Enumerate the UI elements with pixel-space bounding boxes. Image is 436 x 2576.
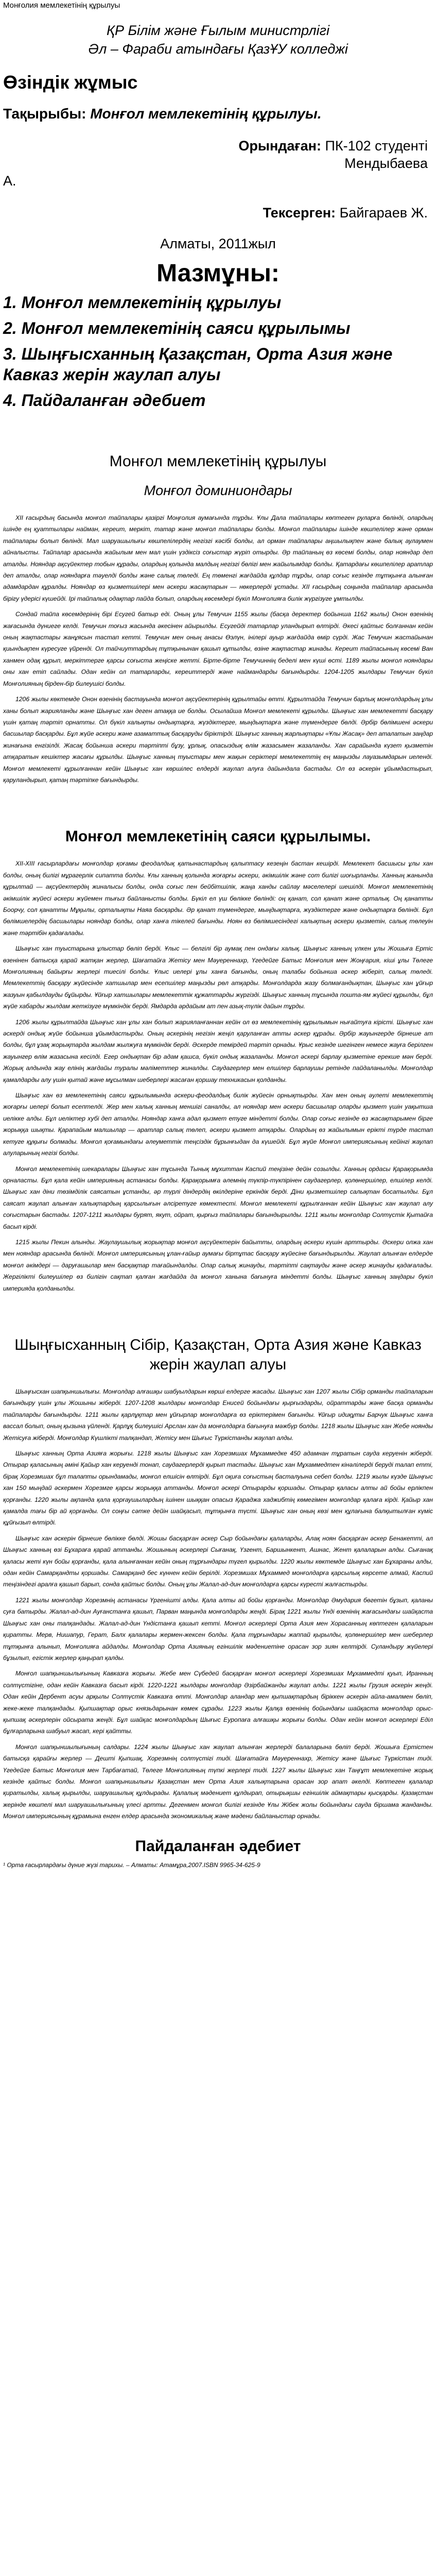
section-title: Шыңғысханның Сібір, Қазақстан, Орта Азия және Кавказ жерін жаулап алуы xyxy=(14,1336,422,1373)
contents-item: 1. Монғол мемлекетінің құрылуы xyxy=(3,293,282,312)
topic-value: Монғол мемлекетінің құрылуы. xyxy=(90,106,322,122)
work-type: Өзіндік жұмыс xyxy=(3,72,138,93)
paragraph: Сондай тайпа көсемдерінің бірі Есугей батыр еді. Оның ұлы Темучин 1155 жылы (басқа деректер бойынша 1162 жылы) Онон өзенінің жағасында дүниеге келді. Темучин тоғыз жасында әкесінен айырылды. Есугейді татарлар уландырып өлтірді. Әкесі қайтыс болғаннан кейін оның жақтастары жанұясын тастап кетті. Темучин мен оның анасы Өэлүн, інілері ауыр жағдайда өмір сүрді. Жас Темучин жастайынан қиындықпен күресуге үйренді. Ол тайчиуттардың тұтқынынан қашып құтылды, өзіне жақтастар жинады. Кереит тайпасының көсемі Ван ханмен одақ құрып, меркіттерге қарсы соғыста жеңіске жетті. Бірте-бірте Темучиннің беделі мен күші өсті. 1189 жылы монғол нояндары оны хан етіп сайлады. Одан кейін ол татарларды, кереиттерді және наймандарды бағындырды. 1204-1205 жылдары Темучин бүкіл Монғолияның бірден-бір билеушісі болды. xyxy=(3,611,433,687)
paragraph: 1206 жылы көктемде Онон өзенінің бастауында монғол ақсүйектерінің құрылтайы өтті. Құрылтайда Темучин барлық монғолдардың ұлы ханы болып жарияланды және Шыңғыс хан деген атаққа ие болды. Осылайша Монғол мемлекеті құрылды. Шыңғыс хан мемлекетті басқару үшін қатаң тәртіп орнатты. Ол бүкіл халықты ондықтарға, жүздіктерге, мыңдықтарға және түмендерге бөлді. Әрбір бөлімшені әскери басшылар басқарды. Бұл жүйе әскери және азаматтық басқаруды біріктірді. Шыңғыс ханның жарлықтары «Ұлы Жасақ» деп аталатын заңдар жинағына енгізілді. Жасақ бойынша әскери тәртіпті бұзу, ұрлық, опасыздық өлім жазасымен жазаланды. Хан сарайында күзет қызметін атқаратын кешіктер жасағы құрылды. Шыңғыс ханның туыстары мен жақын серіктері мемлекеттің ең маңызды лауазымдарын иеленді. Монғол мемлекеті құрылғаннан кейін Шыңғыс хан көршілес елдерді жаулап алуға дайындала бастады. Ол өз әскерін ұйымдастырып, қаруландырып, қатаң тәртіпке бағындырды. xyxy=(3,696,433,784)
references xyxy=(3,1838,433,1870)
checker-value: Байгараев Ж. xyxy=(339,205,428,221)
section-subtitle: Монғол доминиондары xyxy=(144,483,292,498)
paragraph: Монғол мемлекетінің шекаралары Шыңғыс хан тұсында Тынық мұхиттан Каспий теңізіне дейін созылды. Ханның ордасы Қарақорымда орналасты. Бұл қала кейін империяның астанасы болды. Қарақорымға әлемнің түкпір-түкпірінен саудагерлер, қолөнершілер, елшілер келді. Шыңғыс хан діни төзімділік саясатын ұстанды, әр түрлі діндердің өкілдеріне еркіндік берді. Діни қызметшілер салықтан босатылды. Бұл саясат жаулап алынған халықтардың қарсылығын әлсіретуге көмектесті. Монғол мемлекеті құрылғаннан кейін Шыңғыс хан жаулап алу соғыстарын бастады. 1207-1211 жылдары бурят, якут, ойрат, қырғыз тайпалары бағындырылды. 1211 жылы монғолдар Солтүстік Қытайға басып кірді. xyxy=(3,1165,433,1230)
paragraph: XII ғасырдың басында монғол тайпалары қазіргі Моңғолия аумағында тұрды. Ұлы Дала тайпалары көптеген руларға бөлінді, олардың ішінде ең қуаттылары найман, кереит, меркіт, татар және монғол тайпалары болды. Монғол тайпалары ішінде көшпелілер және орман тайпалары болып бөлінді. Мал шаруашылығы көшпелілердің негізгі кәсібі болды, ал орман тайпалары аңшылықпен және балық аулаумен айналысты. Тайпалар арасында жайылым мен мал үшін үздіксіз соғыстар жүріп отырды. Әр тайпаның өз көсемі болды, олар нояндар деп аталды. Нояндар ақсүйектер тобын құрады, олардың қолында малдың негізгі бөлігі мен жайылымдар болды. Қатардағы көшпелілер аратлар деп аталды, олар нояндарға тәуелді болды және салық төледі. Ең төменгі жағдайда құлдар тұрды, олар соғыс кезінде тұтқынға алынған адамдардан құралды. Нояндар өз қызметшілері мен әскери жасақтарын — нөкерлерді ұстады. XII ғасырдың соңында тайпалар арасында бірігу үдерісі күшейді. Ірі тайпалық одақтар пайда болып, олардың көсемдері бүкіл Монғолияға билік жүргізуге ұмтылды. xyxy=(3,514,433,602)
contents-item: 4. Пайдаланған әдебиет xyxy=(3,391,206,410)
running-head: Монғолия мемлекетінің құрылуы xyxy=(3,1,120,10)
paragraph: XII-XIII ғасырлардағы монғолдар қоғамы феодалдық қатынастардың қалыптасу кезеңін бастан кешірді. Мемлекет басшысы ұлы хан болды, оның билігі мұрагерлік сипатта болды. Ұлы ханның қолында жоғарғы әскери, әкімшілік және сот билігі шоғырланды. Ханның жанында құрылтай — ақсүйектердің жиналысы болды, онда соғыс пен бейбітшілік, жаңа ханды сайлау мәселелері шешілді. Монғол мемлекетінің әкімшілік жүйесі әскери жүйемен тығыз байланысты болды. Бүкіл ел үш бөлікке бөлінді: оң қанат, сол қанат және орталық. Оң қанатты Боорчу, сол қанатты Мұқылы, орталықты Наяа басқарды. Әр қанат түмендерге, мыңдықтарға, жүздіктерге және ондықтарға бөлінді. Бұл бөлімшелердің басшылары нояндар болды, олар ханға тікелей бағынды. Ноян өз бөлімшесіндегі халықтың әскери қызметін, салық төлеуін және тәртібін қадағалады. xyxy=(3,860,433,937)
paragraph: 1221 жылы монғолдар Хорезмнің астанасы Үргенішті алды. Қала алты ай бойы қорғанды. Монғолдар Әмудария бөгетін бұзып, қаланы суға батырды. Жалал-ад-дин Ауғанстанға қашып, Парван маңында монғолдарды жеңді. Бірақ 1221 жылы Үнді өзенінің жағасындағы шайқаста Шыңғыс хан оны талқандады. Жалал-ад-дин Үндістанға қашып кетті. Монғол әскерлері Орта Азия мен Хорасанның көптеген қалаларын қиратты. Мерв, Нишапур, Герат, Балх қалалары жермен-жексен болды. Қала тұрғындары жаппай қырылды, қолөнершілер мен шеберлер тұтқынға алынып, Монғолияға айдалды. Монғолдар Орта Азияның егіншілік мәдениетіне орасан зор зиян келтірді. Суландыру жүйелері бұзылып, егістік жерлер қаңырап қалды. xyxy=(3,1596,433,1662)
section-1 xyxy=(3,452,433,786)
table-of-contents xyxy=(3,259,433,411)
section-title: Монғол мемлекетінің құрылуы xyxy=(109,453,327,470)
section-title: Монғол мемлекетінің саяси құрылымы. xyxy=(65,828,371,845)
author-label: Орындаған: xyxy=(238,138,321,154)
paragraph: Монғол шапқыншылығының салдары. 1224 жылы Шыңғыс хан жаулап алынған жерлерді балаларына бөліп берді. Жошыға Ертістен батысқа қарайғы жерлер — Дешті Қыпшақ, Хорезмнің солтүстігі тиді. Шағатайға Мәуереннахр, Жетісу және Шығыс Түркістан тиді. Үгедейге Батыс Монғолия мен Тарбағатай, Төлеге Монғолияның түпкі жерлері тиді. 1227 жылы Шыңғыс хан Таңғұт мемлекетіне жорық кезінде қайтыс болды. Монғол шапқыншылығы Қазақстан мен Орта Азия халықтарына орасан зор апат әкелді. Көптеген қалалар қиратылды, халық қырылды, шаруашылық құлдырады. Қалалық мәдениет құлдырап, отырықшы егіншілік аймақтары қысқарды. Қазақстан жерінде көшпелі мал шаруашылығының үлесі артты. Дегенмен монғол билігі кезінде Ұлы Жібек жолы бойындағы сауда біршама жанданды. Монғол империясының құрамына енген елдер арасында экономикалық және мәдени байланыстар орнады. xyxy=(3,1743,433,1820)
topic-line xyxy=(3,105,433,123)
title-page xyxy=(3,23,433,252)
paragraph: Шыңғыс хан әскерін бірнеше бөлікке бөлді. Жошы басқарған әскер Сыр бойындағы қалаларды, Алақ ноян басқарған әскер Бенакетті, ал Шыңғыс ханның өзі Бұхараға қарай аттанды. Жошының әскерлері Сығанақ, Үзгент, Баршынкент, Ашнас, Жент қалаларын алды. Сығанақ қаласы жеті күн бойы қорғанды, қала алынғаннан кейін оның тұрғындары түгел қырылды. 1220 жылы көктемде Шыңғыс хан Бұхараны алды, одан кейін Самарқандты қоршады. Самарқанд бес күннен кейін берілді. Хорезмшах Мұхаммед монғолдарға қарсылық көрсете алмай, Каспий теңізіндегі аралға қашып барып, сонда қайтыс болды. Оның ұлы Жалал-ад-дин монғолдарға қарсы күресті жалғастырды. xyxy=(3,1534,433,1588)
paragraph: 1215 жылы Пекин алынды. Жаулаушылық жорықтар монғол ақсүйектерін байытты, олардың әскери күшін арттырды. Әскери олжа хан мен нояндар арасында бөлінді. Монғол империясының ұлан-ғайыр аумағы біртұтас басқару жүйесіне бағындырылды. Жаулап алынған елдерде монғол әкімдері — даруғашылар мен басқақтар тағайындалды. Олар салық жинауды, тәртіпті сақтауды және әскер жинауды қадағалады. Жергілікті билеушілер өз билігін сақтап қалған жағдайда да монғол ханына бағынуға міндетті болды. Шыңғыс ханның заңдары бүкіл империяда қолданылды. xyxy=(3,1238,433,1292)
contents-item: 2. Монғол мемлекетінің саяси құрылымы xyxy=(3,319,351,337)
topic-label: Тақырыбы: xyxy=(3,106,86,122)
author-value: ПК-102 студенті xyxy=(325,138,428,154)
paragraph: Шыңғыс ханның Орта Азияға жорығы. 1218 жылы Шыңғыс хан Хорезмшах Мұхаммедке 450 адамнан тұратын сауда керуенін жіберді. Отырар қаласының әміні Қайыр хан керуенді тонап, саудагерлерді қырып тастады. Шыңғыс хан Мұхаммедтен кінәлілерді беруді талап етті, бірақ Хорезмшах бұл талапты орындамады, монғол елшісін өлтірді. Бұл оқиға соғыстың басталуына себеп болды. 1219 жылы күзде Шыңғыс хан 150 мыңдай әскермен Хорезмге қарсы жорыққа аттанды. Монғол әскері Отырарды қоршады. Отырар қаласы алты ай бойы ерлікпен қорғанды. 1220 жылы ақпанда қала қорғаушылардың ішінен шыққан опасыз Қараджа хаджибтің көмегімен монғолдар қалаға кірді. Қайыр хан қамалда тағы бір ай қорғанды. Ол соңғы сәтке дейін шайқасып, тұтқынға түсті. Шыңғыс хан оның көзі мен құлағына балқытылған күміс құйғызып өлтірді. xyxy=(3,1450,433,1527)
contents-title: Мазмұны: xyxy=(156,260,280,287)
references-title: Пайдаланған әдебиет xyxy=(135,1837,301,1855)
ministry-name: ҚР Білім және Ғылым министрлігі xyxy=(107,23,329,38)
paragraph: Шыңғыс хан өз мемлекетінің саяси құрылымында әскери-феодалдық билік жүйесін орнықтырды. Хан мен оның әулеті мемлекеттің жоғарғы иелері болып есептелді. Жер мен халық ханның меншігі саналды, ал нояндар мен әскери басшылар оларды қызмет үшін уақытша иелікке алды. Бұл иеліктер хубі деп аталды. Нояндар ханға адал қызмет етуге міндетті болды. Олар соғыс кезінде өз жасақтарымен бірге жорыққа шықты. Қарапайым малшылар — аратлар салық төлеп, әскери қызмет атқарды. Олардың өз жайылымын ерікті түрде тастап кетуге құқығы болмады. Монғол қоғамындағы әлеуметтік теңсіздік бұрынғыдан да күшейді. Бұл жүйе Монғол империясының кейінгі жаулап алуларының негізі болды. xyxy=(3,1092,433,1157)
section-3 xyxy=(3,1335,433,1822)
author-initial: А. xyxy=(3,173,16,189)
paragraph: Монғол шапқыншылығының Кавказға жорығы. Жебе мен Сүбедей басқарған монғол әскерлері Хорезмшах Мұхаммедті қуып, Иранның солтүстігіне, одан кейін Кавказға басып кірді. 1220-1221 жылдары монғолдар Әзірбайжанды жаулап алды. 1221 жылы Грузия әскерін жеңді. Одан кейін Дербент асуы арқылы Солтүстік Кавказға өтті. Монғолдар аландар мен қыпшақтардың біріккен әскерін айла-амалмен бөліп, жеке-жеке талқандады. Қыпшақтар орыс князьдарынан көмек сұрады. 1223 жылы Қалқа өзенінің бойындағы шайқаста монғолдар орыс-қыпшақ әскерлерін ойсырата жеңді. Бұл шайқас монғолдардың Шығыс Еуропаға алғашқы жорығы болды. Одан кейін монғол әскерлері Еділ бұлғарларына шабуыл жасап, кері қайтты. xyxy=(3,1670,433,1735)
author-name: Мендыбаева xyxy=(344,156,428,171)
section-2 xyxy=(3,827,433,1294)
paragraph: Шыңғыс хан туыстарына ұлыстар бөліп берді. Ұлыс — белгілі бір аумақ пен ондағы халық. Шыңғыс ханның үлкен ұлы Жошыға Ертіс өзенінен батысқа қарай жатқан жерлер, Шағатайға Жетісу мен Мәуереннахр, Үгедейге Батыс Монғолия мен Жоңғария, кіші ұлы Төлеге Монғолияның байырғы жерлері тиесілі болды. Ұлыс иелері ұлы ханға бағынды, оның талабы бойынша әскер жіберіп, салық төледі. Мемлекеттің басқару жүйесінде хатшылар мен есепшілер маңызды рөл атқарды. Монғолдарда жазу болмағандықтан, Шыңғыс хан ұйғыр жазуын қабылдауды бұйырды. Ұйғыр хатшылары мемлекеттік құжаттарды жүргізді. Шыңғыс ханның тұсында пошта-ям жүйесі құрылды, бұл жүйе хабарды жылдам жеткізуге мүмкіндік берді. Ямдарда әрдайым ат пен азық-түлік дайын тұрды. xyxy=(3,945,433,1010)
checker-label: Тексерген: xyxy=(263,205,336,221)
city-year: Алматы, 2011жыл xyxy=(160,236,276,251)
checker-block xyxy=(3,204,433,222)
contents-list xyxy=(3,292,433,411)
college-name: Әл – Фараби атындағы ҚазҰУ колледжі xyxy=(88,41,348,57)
author-block xyxy=(3,137,433,190)
paragraph: Шыңғысхан шапқыншылығы. Монғолдар алғашқы шабуылдарын көрші елдерге жасады. Шыңғыс хан 1207 жылы Сібір орманды тайпаларын бағындыру үшін ұлы Жошыны жіберді. 1207-1208 жылдары монғолдар Енисей бойындағы қырғыздарды, ойраттарды және басқа орманды тайпаларды бағындырды. 1211 жылы қарлұқтар мен ұйғырлар монғолдарға өз еріктерімен бағынды. Ұйғыр идиқұты Барчук Шыңғыс ханға вассал болып, оның қызына үйленді. Қарлұқ билеушісі Арслан хан да монғолдарға бағынуға мәжбүр болды. 1218 жылы Шыңғыс хан Жебе ноянды Жетісуға жіберді. Монғолдар Күшлікті талқандап, Жетісу мен Шығыс Түркістанды жаулап алды. xyxy=(3,1387,433,1442)
paragraph: 1206 жылы құрылтайда Шыңғыс хан ұлы хан болып жарияланғаннан кейін ол өз мемлекетінің құрылымын нығайтуға кірісті. Шыңғыс хан әскерді ондық жүйе бойынша ұйымдастырды. Оның әскерінің негізін жеңіл қаруланған атты әскер құрады. Әрбір жауынгерде бірнеше ат болды, бұл ұзақ жорықтарда жылдам жылжуға мүмкіндік берді. Әскерде темірдей тәртіп орнады. Ұрыс кезінде шегінген немесе жауға берілген жауынгер өлім жазасына кесілді. Егер ондықтан бір адам қашса, бүкіл ондық жазаланды. Монғол әскері барлау қызметіне ерекше мән берді. Жорық алдында жау елінің жағдайы туралы мәліметтер жиналды. Саудагерлер мен елшілер барлаушы ретінде пайдаланылды. Монғолдар қамалдарды алу үшін қытай және мұсылман шеберлері жасаған қоршау техникасын қолданды. xyxy=(3,1018,433,1083)
contents-item: 3. Шыңғысханның Қазақстан, Орта Азия және Кавказ жерін жаулап алуы xyxy=(3,345,393,384)
reference-item: ¹ Орта ғасырлардағы дүние жүзі тарихы. – Алматы: Атамұра,2007.ISBN 9965-34-625-9 xyxy=(3,1861,260,1869)
